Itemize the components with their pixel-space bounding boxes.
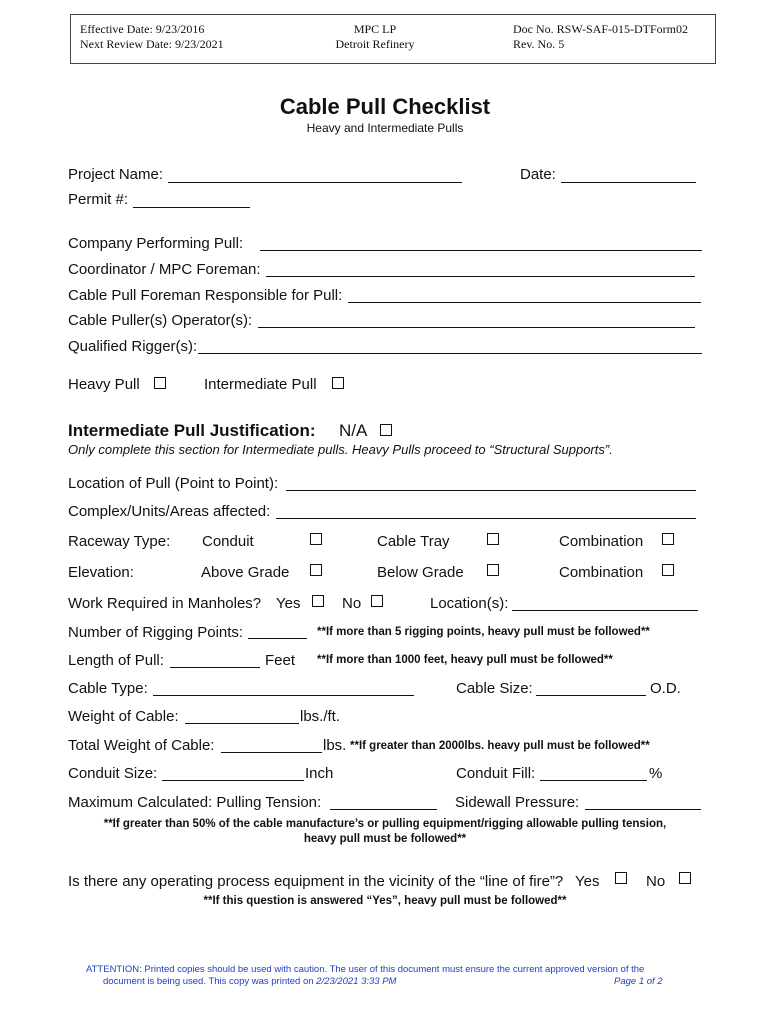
conduit-size-label: Conduit Size: bbox=[68, 765, 158, 782]
footer-page-number: Page 1 of 2 bbox=[614, 976, 663, 987]
max-tension-label: Maximum Calculated: Pulling Tension: bbox=[68, 794, 322, 811]
raceway-cable-tray-label: Cable Tray bbox=[377, 533, 450, 550]
na-label: N/A bbox=[339, 421, 368, 440]
feet-unit: Feet bbox=[265, 652, 296, 669]
total-weight-label: Total Weight of Cable: bbox=[68, 737, 215, 754]
manholes-label: Work Required in Manholes? bbox=[68, 595, 262, 612]
footer-attention-text: document is being used. This copy was printed on bbox=[103, 976, 314, 987]
length-of-pull-field[interactable] bbox=[170, 667, 260, 668]
line-of-fire-yes-checkbox[interactable] bbox=[615, 872, 627, 884]
conduit-fill-label: Conduit Fill: bbox=[456, 765, 536, 782]
elevation-label: Elevation: bbox=[68, 564, 134, 581]
inch-unit: Inch bbox=[305, 765, 334, 782]
length-of-pull-label: Length of Pull: bbox=[68, 652, 164, 669]
qualified-rigger-label: Qualified Rigger(s): bbox=[68, 338, 198, 355]
coordinator-label: Coordinator / MPC Foreman: bbox=[68, 261, 261, 278]
locations-label: Location(s): bbox=[430, 595, 509, 612]
lbs-per-ft-unit: lbs./ft. bbox=[300, 708, 341, 725]
line-of-fire-question: Is there any operating process equipment in the vicinity of the “line of fire”? bbox=[68, 873, 564, 890]
weight-of-cable-label: Weight of Cable: bbox=[68, 708, 179, 725]
raceway-combination-checkbox[interactable] bbox=[662, 533, 674, 545]
effective-date: Effective Date: 9/23/2016 bbox=[80, 22, 205, 36]
cable-type-field[interactable] bbox=[153, 695, 414, 696]
complex-field[interactable] bbox=[276, 518, 696, 519]
sidewall-pressure-field[interactable] bbox=[585, 809, 701, 810]
line-of-fire-note: **If this question is answered “Yes”, heavy pull must be followed** bbox=[203, 895, 567, 907]
next-review-date: Next Review Date: 9/23/2021 bbox=[80, 37, 224, 51]
date-field[interactable] bbox=[561, 182, 696, 183]
conduit-fill-field[interactable] bbox=[540, 780, 647, 781]
company-performing-label: Company Performing Pull: bbox=[68, 235, 244, 252]
company-performing-field[interactable] bbox=[260, 250, 702, 251]
justification-heading: Intermediate Pull Justification: bbox=[68, 421, 316, 440]
rigging-points-note: **If more than 5 rigging points, heavy pull must be followed** bbox=[317, 626, 650, 638]
location-of-pull-label: Location of Pull (Point to Point): bbox=[68, 475, 279, 492]
complex-label: Complex/Units/Areas affected: bbox=[68, 503, 271, 520]
coordinator-field[interactable] bbox=[266, 276, 695, 277]
raceway-conduit-label: Conduit bbox=[202, 533, 254, 550]
justification-instruction: Only complete this section for Intermediate pulls. Heavy Pulls proceed to “Structural Supports”. bbox=[68, 442, 613, 457]
permit-field[interactable] bbox=[133, 207, 250, 208]
cable-size-label: Cable Size: bbox=[456, 680, 533, 697]
raceway-conduit-checkbox[interactable] bbox=[310, 533, 322, 545]
permit-label: Permit #: bbox=[68, 191, 129, 208]
manholes-yes-label: Yes bbox=[276, 595, 301, 612]
weight-of-cable-field[interactable] bbox=[185, 723, 299, 724]
rigging-points-field[interactable] bbox=[248, 638, 307, 639]
weight-note: **If greater than 2000lbs. heavy pull must be followed** bbox=[350, 740, 650, 752]
cable-pull-foreman-label: Cable Pull Foreman Responsible for Pull: bbox=[68, 287, 343, 304]
rigging-points-label: Number of Rigging Points: bbox=[68, 624, 244, 641]
manholes-no-label: No bbox=[342, 595, 362, 612]
total-weight-field[interactable] bbox=[221, 752, 322, 753]
cable-pull-foreman-field[interactable] bbox=[348, 302, 701, 303]
max-tension-field[interactable] bbox=[330, 809, 437, 810]
company-name: MPC LP bbox=[353, 22, 397, 36]
qualified-rigger-field[interactable] bbox=[198, 353, 702, 354]
lbs-unit: lbs. bbox=[323, 737, 347, 754]
line-of-fire-no-label: No bbox=[646, 873, 666, 890]
cable-puller-operator-label: Cable Puller(s) Operator(s): bbox=[68, 312, 253, 329]
elevation-combination-label: Combination bbox=[559, 564, 644, 581]
elevation-above-grade-label: Above Grade bbox=[201, 564, 290, 581]
raceway-cable-tray-checkbox[interactable] bbox=[487, 533, 499, 545]
cable-size-field[interactable] bbox=[536, 695, 646, 696]
intermediate-pull-checkbox[interactable] bbox=[332, 377, 344, 389]
sidewall-pressure-label: Sidewall Pressure: bbox=[455, 794, 580, 811]
page-title: Cable Pull Checklist bbox=[279, 94, 491, 119]
footer-attention-line1: ATTENTION: Printed copies should be used with caution. The user of this document must ensure the current approved version of the bbox=[86, 964, 645, 975]
page-subtitle: Heavy and Intermediate Pulls bbox=[306, 121, 464, 135]
doc-number: Doc No. RSW-SAF-015-DTForm02 bbox=[513, 22, 689, 36]
elevation-below-grade-label: Below Grade bbox=[377, 564, 464, 581]
manholes-yes-checkbox[interactable] bbox=[312, 595, 324, 607]
line-of-fire-no-checkbox[interactable] bbox=[679, 872, 691, 884]
length-note: **If more than 1000 feet, heavy pull must be followed** bbox=[317, 654, 613, 666]
location-of-pull-field[interactable] bbox=[286, 490, 696, 491]
heavy-pull-checkbox[interactable] bbox=[154, 377, 166, 389]
raceway-combination-label: Combination bbox=[559, 533, 644, 550]
date-label: Date: bbox=[520, 166, 556, 183]
manholes-no-checkbox[interactable] bbox=[371, 595, 383, 607]
heavy-pull-label: Heavy Pull bbox=[68, 376, 140, 393]
elevation-below-grade-checkbox[interactable] bbox=[487, 564, 499, 576]
conduit-size-field[interactable] bbox=[162, 780, 304, 781]
locations-field[interactable] bbox=[512, 610, 698, 611]
tension-note-line1: **If greater than 50% of the cable manufacture’s or pulling equipment/rigging allowable pulling tension, bbox=[103, 818, 667, 830]
project-name-field[interactable] bbox=[168, 182, 462, 183]
elevation-combination-checkbox[interactable] bbox=[662, 564, 674, 576]
od-unit: O.D. bbox=[650, 680, 681, 697]
tension-note-line2: heavy pull must be followed** bbox=[303, 833, 467, 845]
site-name: Detroit Refinery bbox=[335, 37, 415, 51]
line-of-fire-yes-label: Yes bbox=[575, 873, 600, 890]
footer-print-date: 2/23/2021 3:33 PM bbox=[316, 976, 397, 987]
percent-unit: % bbox=[649, 765, 663, 782]
elevation-above-grade-checkbox[interactable] bbox=[310, 564, 322, 576]
cable-type-label: Cable Type: bbox=[68, 680, 148, 697]
intermediate-pull-label: Intermediate Pull bbox=[204, 376, 317, 393]
raceway-type-label: Raceway Type: bbox=[68, 533, 171, 550]
na-checkbox[interactable] bbox=[380, 424, 392, 436]
rev-number: Rev. No. 5 bbox=[513, 37, 565, 51]
cable-puller-operator-field[interactable] bbox=[258, 327, 695, 328]
footer-attention-line2 bbox=[103, 976, 396, 987]
project-name-label: Project Name: bbox=[68, 166, 164, 183]
